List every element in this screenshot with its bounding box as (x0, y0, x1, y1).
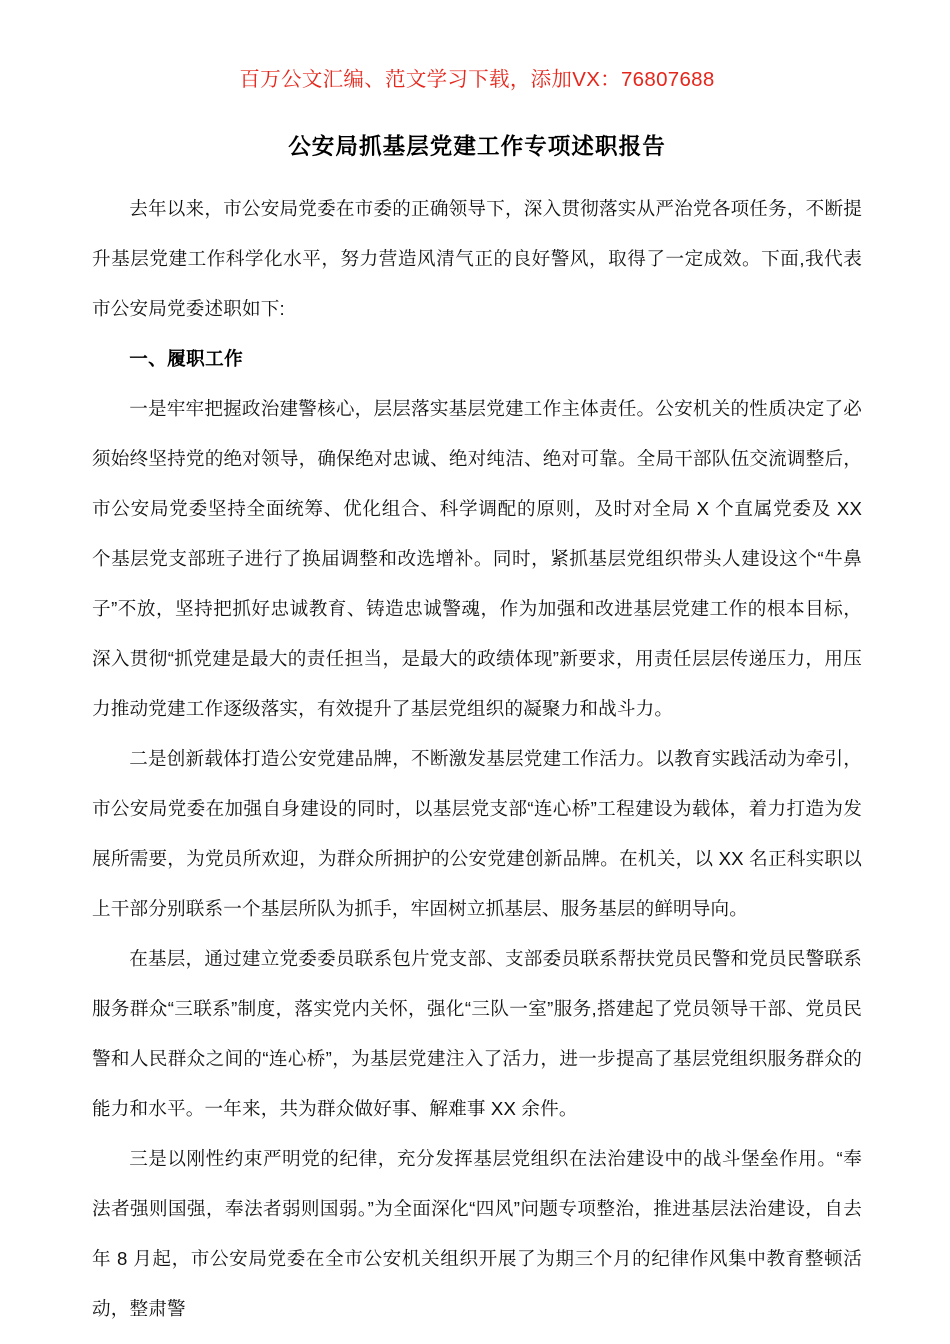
section-heading-1: 一、履职工作 (129, 348, 244, 370)
document-content (92, 0, 862, 1334)
document-body (92, 184, 862, 1334)
paragraph-point-3: 三是以刚性约束严明党的纪律，充分发挥基层党组织在法治建设中的战斗堡垒作用。“奉法者强则国强，奉法者弱则国弱。”为全面深化“四风”问题专项整治，推进基层法治建设，自去年 8 月起，市公安局党委在全市公安机关组织开展了为期三个月的纪律作风集中教育整顿活动，整肃警 (92, 1148, 862, 1320)
paragraph-point-1: 一是牢牢把握政治建警核心，层层落实基层党建工作主体责任。公安机关的性质决定了必须始终坚持党的绝对领导，确保绝对忠诚、绝对纯洁、绝对可靠。全局干部队伍交流调整后，市公安局党委坚持全面统筹、优化组合、科学调配的原则，及时对全局 X 个直属党委及 XX 个基层党支部班子进行了换届调整和改选增补。同时，紧抓基层党组织带头人建设这个“牛鼻子”不放，坚持把抓好忠诚教育、铸造忠诚警魂，作为加强和改进基层党建工作的根本目标，深入贯彻“抓党建是最大的责任担当，是最大的政绩体现”新要求，用责任层层传递压力，用压力推动党建工作逐级落实，有效提升了基层党组织的凝聚力和战斗力。 (92, 398, 862, 720)
paragraph-point-2: 二是创新载体打造公安党建品牌，不断激发基层党建工作活力。以教育实践活动为牵引，市公安局党委在加强自身建设的同时，以基层党支部“连心桥”工程建设为载体，着力打造为发展所需要，为党员所欢迎，为群众所拥护的公安党建创新品牌。在机关，以 XX 名正科实职以上干部分别联系一个基层所队为抓手，牢固树立抓基层、服务基层的鲜明导向。 (92, 748, 862, 920)
paragraph-point-2-cont: 在基层，通过建立党委委员联系包片党支部、支部委员联系帮扶党员民警和党员民警联系服务群众“三联系”制度，落实党内关怀，强化“三队一室”服务,搭建起了党员领导干部、党员民警和人民群众之间的“连心桥”，为基层党建注入了活力，进一步提高了基层党组织服务群众的能力和水平。一年来，共为群众做好事、解难事 XX 余件。 (92, 948, 862, 1120)
paragraph-intro: 去年以来，市公安局党委在市委的正确领导下，深入贯彻落实从严治党各项任务，不断提升基层党建工作科学化水平，努力营造风清气正的良好警风，取得了一定成效。下面,我代表市公安局党委述职如下: (92, 198, 862, 320)
page-title: 公安局抓基层党建工作专项述职报告 (288, 133, 666, 159)
promo-banner: 百万公文汇编、范文学习下载，添加VX：76807688 (239, 68, 715, 91)
